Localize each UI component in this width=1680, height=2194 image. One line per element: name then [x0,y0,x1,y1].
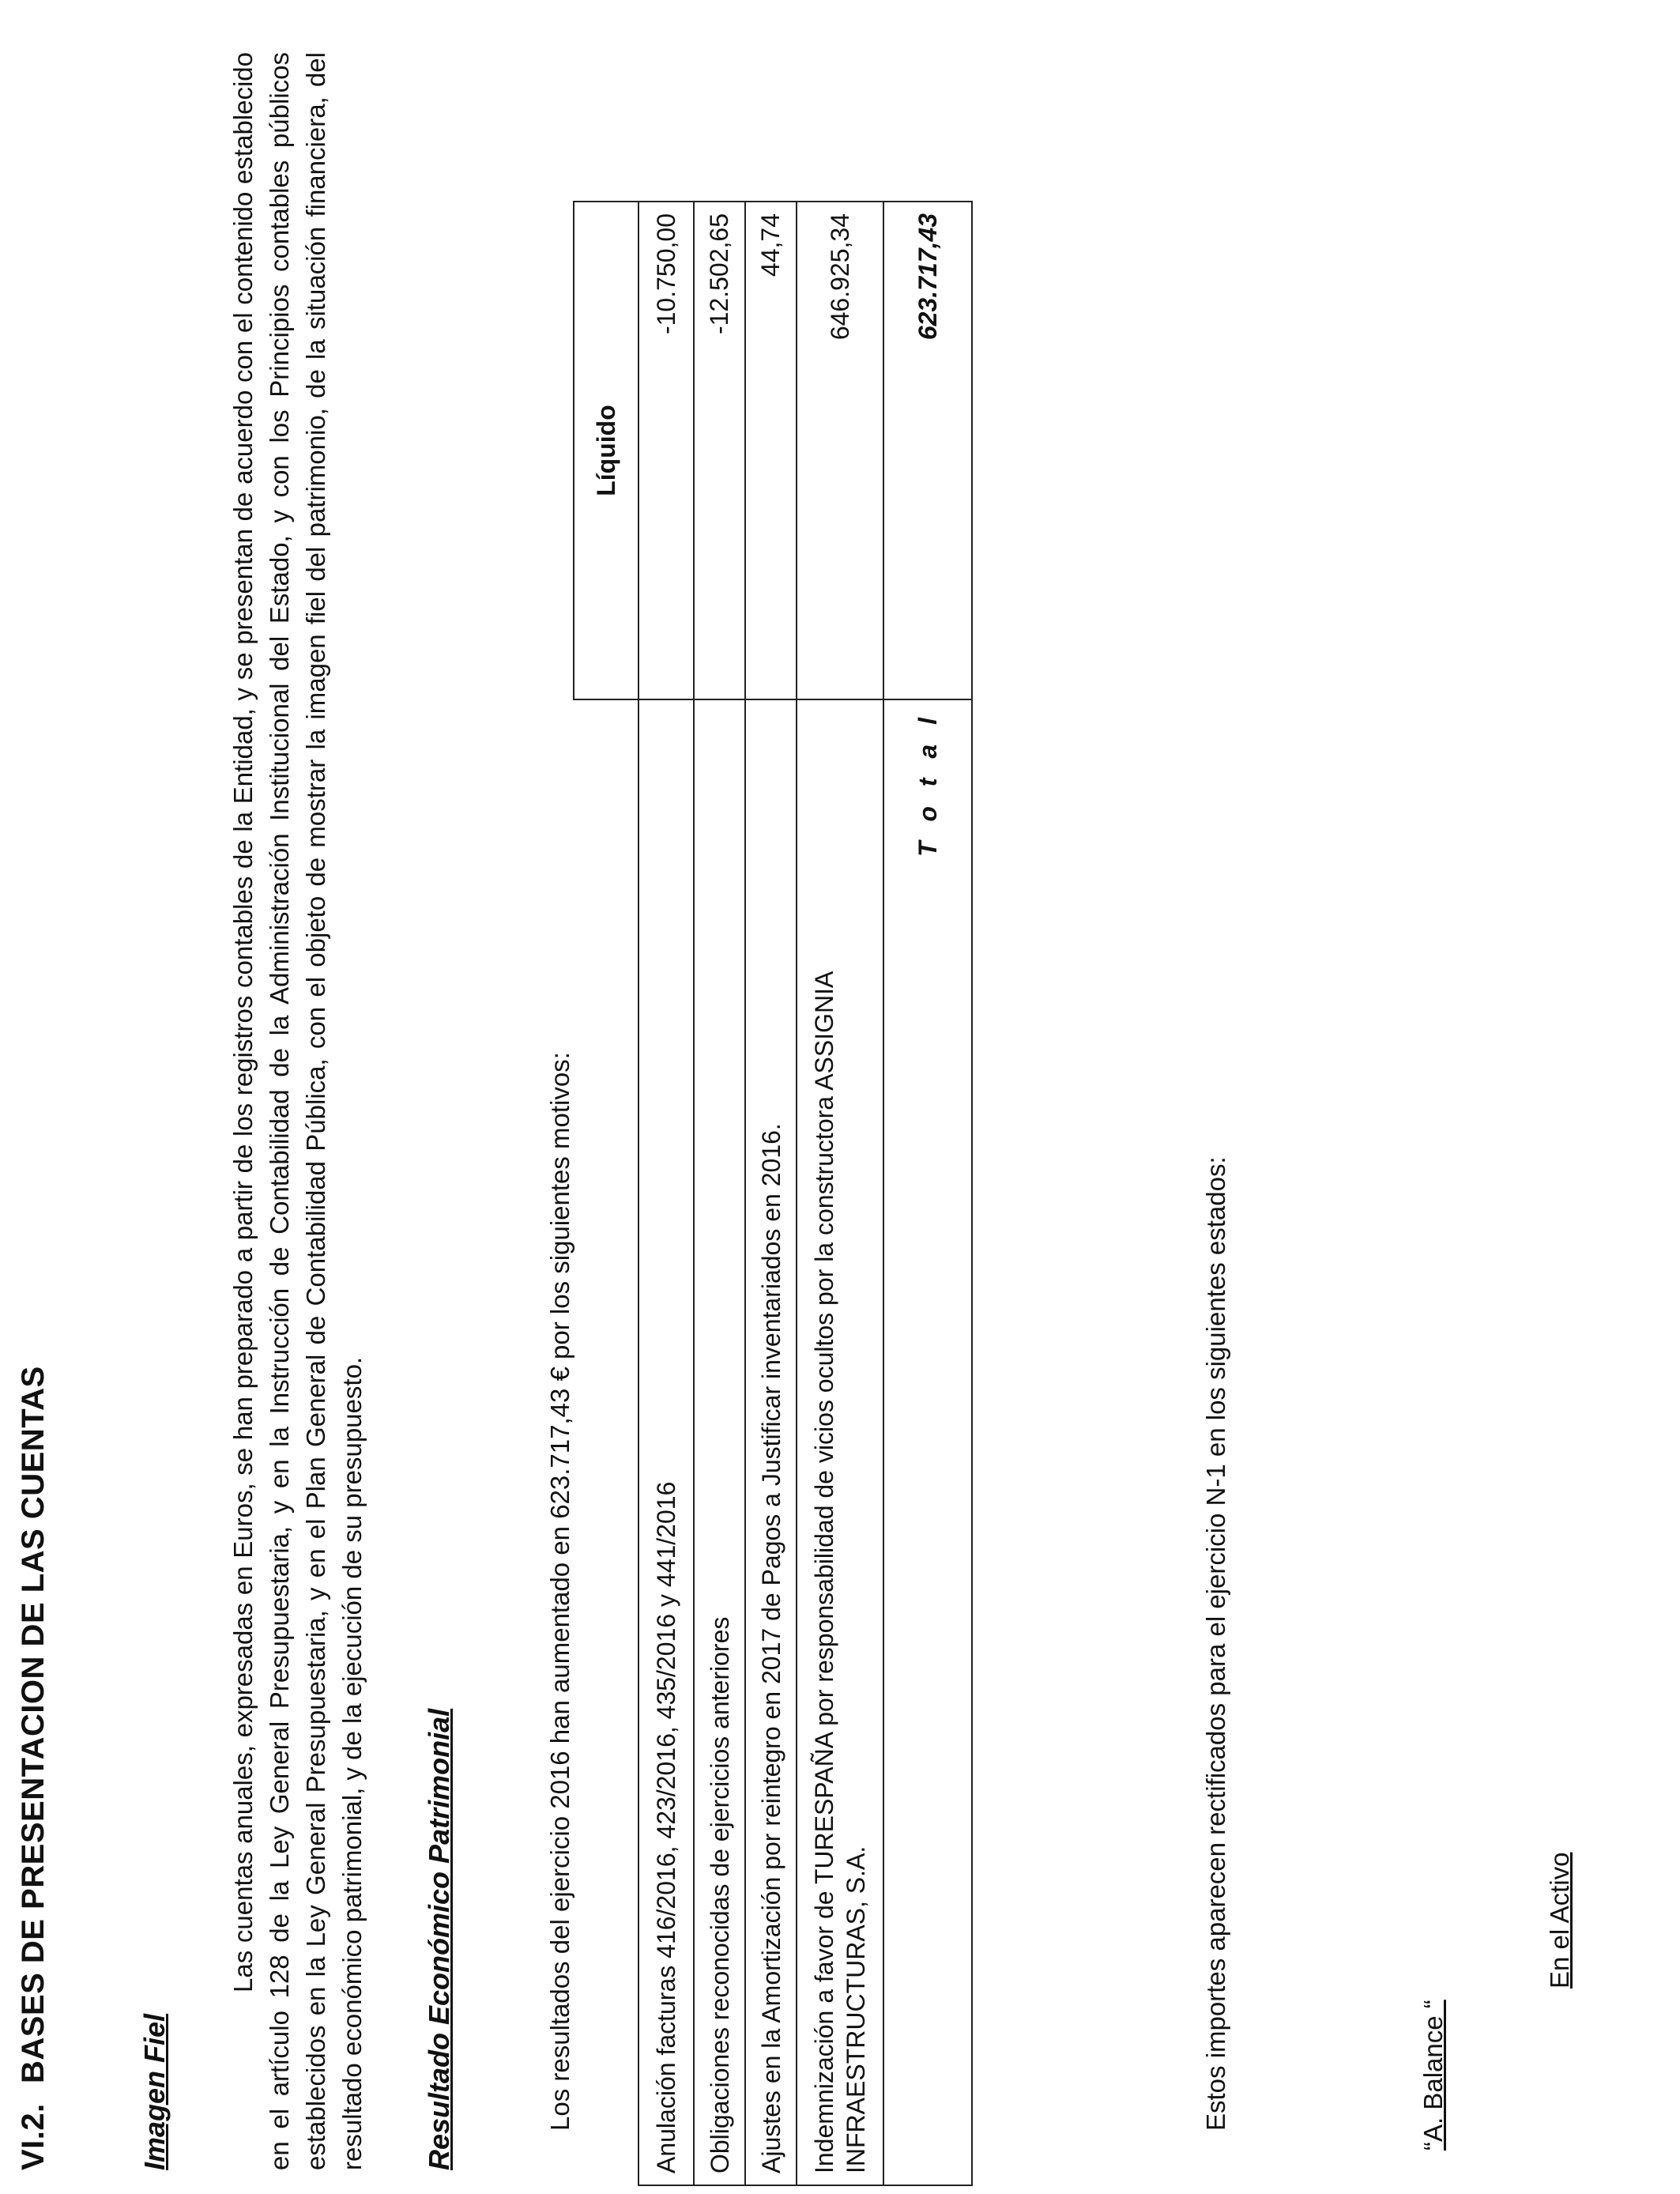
imagen-fiel-text: Las cuentas anuales, expresadas en Euros, se han preparado a partir de los registros contables de la Entidad, y se presentan de acuerdo con el contenido establecido en el artículo 128 de la Ley General Presupuestaria, y en la Instrucción de Contabilidad de la Administración Institucional del Estado, y con los Principios contables públicos establecidos en la Ley General Presupuestaria, y en el Plan General de Contabilidad Pública, con el objeto de mostrar la imagen fiel del patrimonio, de la situación financiera, del resultado económico patrimonial, y de la ejecución de su presupuesto. [228,52,367,2170]
row-amount: 646.925,34 [797,202,883,699]
table-row [797,202,883,2185]
section-title: BASES DE PRESENTACION DE LAS CUENTAS [16,1366,51,2083]
column-header-liquido: Líquido [574,202,638,699]
table-header-row [574,202,638,2185]
row-concept: Indemnización a favor de TURESPAÑA por responsabilidad de vicios ocultos por la constructora ASSIGNIA INFRAESTRUCTURAS, S.A. [797,699,883,2185]
imagen-fiel-paragraph [225,52,371,2170]
section-heading [16,1366,51,2170]
balance-heading: “A. Balance “ [1418,2000,1448,2151]
row-concept: Ajustes en la Amortización por reintegro en 2017 de Pagos a Justificar inventariados en 2016. [745,699,797,2185]
balance-subheading: En el Activo [1545,1852,1574,1989]
total-label: T o t a l [883,699,972,2185]
section-number: VI.2. [16,2103,51,2170]
row-amount: -12.502,65 [694,202,745,699]
table-row [745,202,797,2185]
row-concept: Anulación facturas 416/2016, 423/2016, 435/2016 y 441/2016 [638,699,694,2185]
table-total-row [883,202,972,2185]
total-amount: 623.717,43 [883,202,972,699]
resultado-heading: Resultado Económico Patrimonial [423,1708,455,2170]
table-row [638,202,694,2185]
rectified-note: Estos importes aparecen rectificados para el ejercicio N-1 en los siguientes estados: [1201,1156,1230,2131]
row-concept: Obligaciones reconocidas de ejercicios anteriores [694,699,745,2185]
row-amount: 44,74 [745,202,797,699]
resultado-table [573,201,973,2186]
resultado-intro: Los resultados del ejercicio 2016 han aumentado en 623.717,43 € por los siguientes motivos: [545,1052,574,2131]
row-amount: -10.750,00 [638,202,694,699]
imagen-fiel-heading: Imagen Fiel [138,2013,171,2170]
table-row [694,202,745,2185]
